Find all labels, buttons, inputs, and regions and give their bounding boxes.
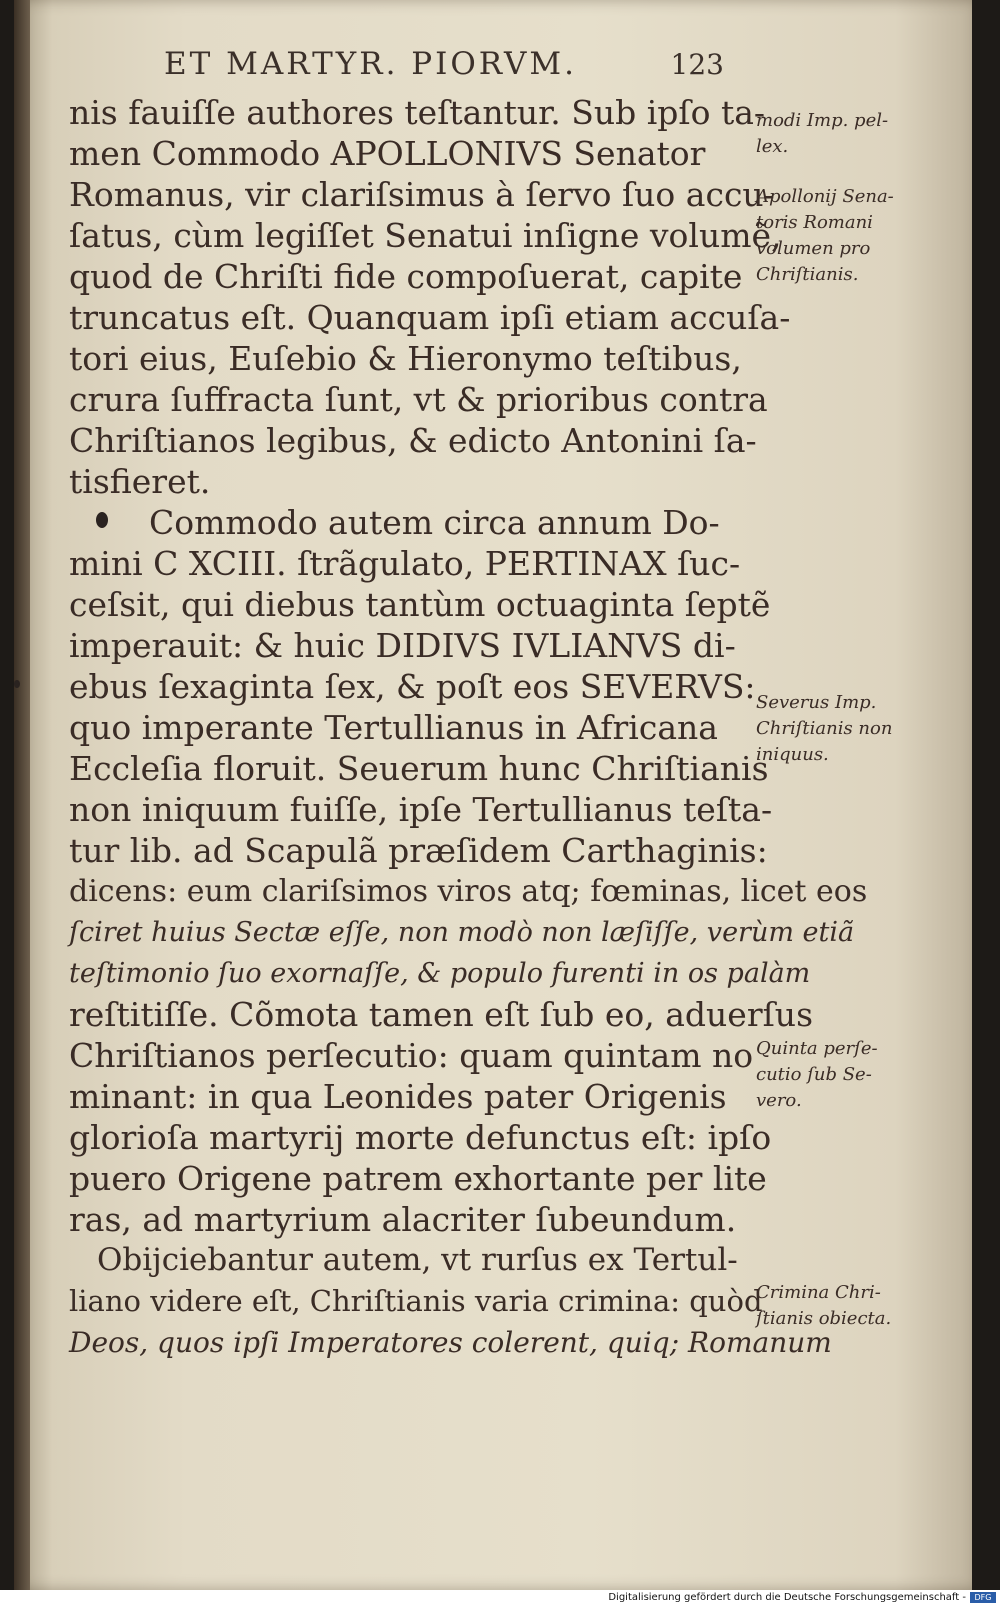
- text-line-italic: Deos, quos ipſi Imperatores colerent, quiq; Romanum: [69, 1326, 832, 1359]
- text-line: non iniquum fuiſſe, ipſe Tertullianus teſta-: [69, 790, 773, 829]
- page-number: 123: [670, 48, 724, 81]
- book-page: [14, 0, 972, 1590]
- dfg-logo-icon: DFG: [970, 1592, 996, 1603]
- text-line: mini C XCIII. ſtrãgulato, PERTINAX ſuc-: [69, 544, 741, 583]
- text-line: ras, ad martyrium alacriter ſubeundum.: [69, 1200, 737, 1239]
- ink-blot: [96, 512, 108, 528]
- marginal-note: Severus Imp. Chriſtianis non iniquus.: [756, 692, 893, 765]
- footer-credit: Digitalisierung gefördert durch die Deutsche Forschungsgemeinschaft -: [608, 1592, 966, 1603]
- text-line: ceſsit, qui diebus tantùm octuaginta ſeptẽ: [69, 585, 771, 624]
- text-line: Chriſtianos perſecutio: quam quintam no: [69, 1036, 754, 1075]
- text-line: glorioſa martyrij morte defunctus eſt: ipſo: [69, 1118, 772, 1157]
- text-line: minant: in qua Leonides pater Origenis: [69, 1077, 727, 1116]
- page-gutter-shadow: [14, 0, 30, 1590]
- text-line: tisfieret.: [69, 462, 211, 501]
- text-line-italic: ſciret huius Sectæ eſſe, non modò non læſiſſe, verùm etiã: [69, 917, 855, 948]
- marginal-note: Crimina Chri- ſtianis obiecta.: [756, 1282, 892, 1329]
- text-line: ſatus, cùm legiſſet Senatui inſigne volumẽ,: [69, 216, 782, 255]
- text-line: reſtitiſſe. Cõmota tamen eſt ſub eo, aduerſus: [69, 995, 813, 1034]
- running-head-title: ET MARTYR. PIORVM.: [164, 46, 578, 82]
- text-line: quod de Chriſti fide compoſuerat, capite: [69, 257, 743, 296]
- text-line: Chriſtianos legibus, & edicto Antonini ſa-: [69, 421, 757, 460]
- marginal-note: Apollonij Sena- toris Romani volumen pro Chriſtianis.: [756, 186, 894, 285]
- text-line: ebus ſexaginta ſex, & poſt eos SEVERVS:: [69, 667, 756, 706]
- text-line: tori eius, Euſebio & Hieronymo teſtibus,: [69, 339, 742, 378]
- text-line: Romanus, vir clariſsimus à ſervo ſuo accu-: [69, 175, 775, 214]
- running-head: [164, 46, 724, 86]
- text-line: liano videre eſt, Chriſtianis varia crimina: quòd: [69, 1284, 763, 1318]
- text-line: puero Origene patrem exhortante per lite: [69, 1159, 767, 1198]
- ink-blot: [14, 680, 20, 688]
- text-line: tur lib. ad Scapulã præſidem Carthaginis:: [69, 831, 768, 870]
- text-line: crura ſuffracta ſunt, vt & prioribus contra: [69, 380, 768, 419]
- text-line: Obijciebantur autem, vt rurſus ex Tertul-: [97, 1242, 738, 1278]
- text-line: Eccleſia floruit. Seuerum hunc Chriſtianis: [69, 749, 769, 788]
- text-line: truncatus eſt. Quanquam ipſi etiam accuſa-: [69, 298, 791, 337]
- marginal-note: Quinta perſe- cutio ſub Se- vero.: [756, 1038, 878, 1111]
- text-line: quo imperante Tertullianus in Africana: [69, 708, 718, 747]
- text-line: imperauit: & huic DIDIVS IVLIANVS di-: [69, 626, 736, 665]
- text-line: Commodo autem circa annum Do-: [149, 503, 720, 542]
- text-line: nis fauiſſe authores teſtantur. Sub ipſo ta-: [69, 93, 766, 132]
- text-line: dicens: eum clariſsimos viros atq; fœminas, licet eos: [69, 874, 868, 909]
- marginal-note: modi Imp. pel- lex.: [756, 110, 889, 157]
- text-line: men Commodo APOLLONIVS Senator: [69, 134, 706, 173]
- text-line-italic: teſtimonio ſuo exornaſſe, & populo furenti in os palàm: [69, 958, 811, 989]
- digitization-footer: [0, 1590, 1000, 1605]
